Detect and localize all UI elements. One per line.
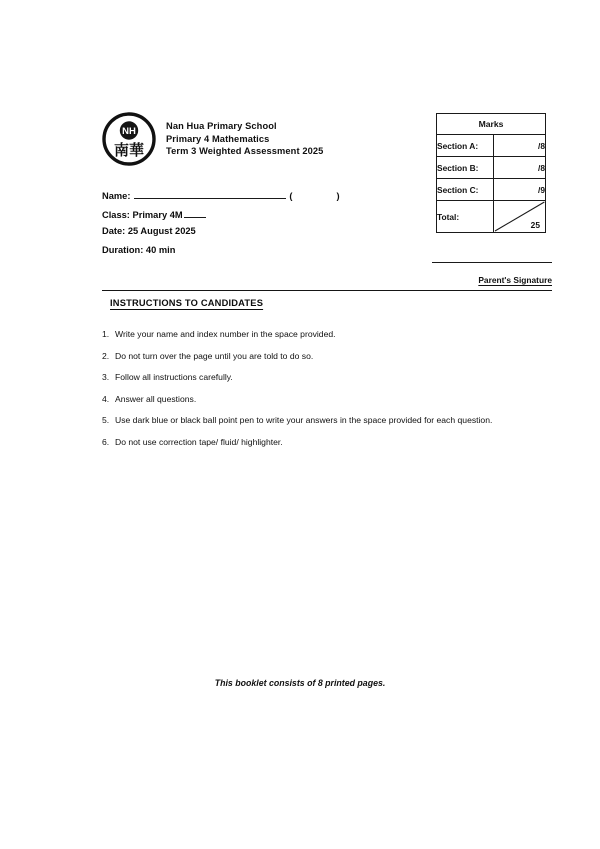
total-marks-value: 25 xyxy=(530,220,540,230)
school-header xyxy=(102,112,402,166)
list-item xyxy=(102,328,542,340)
svg-text:南華: 南華 xyxy=(113,141,145,159)
list-item-text: Answer all questions. xyxy=(115,393,197,404)
table-row xyxy=(437,135,546,157)
signature-line[interactable] xyxy=(432,262,552,263)
class-input-blank[interactable] xyxy=(184,208,206,218)
svg-text:NH: NH xyxy=(122,126,136,138)
list-item xyxy=(102,350,542,362)
date-label: Date: xyxy=(102,226,126,237)
class-value: Primary 4M xyxy=(132,209,183,220)
total-value-cell[interactable] xyxy=(493,201,545,233)
candidate-fields xyxy=(102,189,340,263)
list-item-text: Use dark blue or black ball point pen to write your answers in the space provided for each question. xyxy=(115,415,493,425)
section-b-value[interactable]: /8 xyxy=(493,157,545,179)
table-row xyxy=(437,157,546,179)
school-name: Nan Hua Primary School xyxy=(166,121,277,132)
name-field-row xyxy=(102,189,340,208)
list-item-text: Follow all instructions carefully. xyxy=(115,372,233,382)
list-item-text: Do not turn over the page until you are told to do so. xyxy=(115,350,314,361)
list-item-number: 4. xyxy=(102,393,110,404)
signature-label: Parent's Signature xyxy=(478,275,552,285)
school-logo-icon xyxy=(102,112,156,166)
section-c-value[interactable]: /9 xyxy=(493,179,545,201)
header-divider xyxy=(102,290,552,291)
list-item-number: 2. xyxy=(102,350,110,361)
instructions-list xyxy=(102,328,542,457)
section-a-label: Section A: xyxy=(437,135,494,157)
index-close-paren: ) xyxy=(336,191,340,201)
booklet-page-count-note: This booklet consists of 8 printed pages. xyxy=(214,678,386,688)
list-item-number: 1. xyxy=(102,329,110,339)
duration-field-row xyxy=(102,245,340,264)
marks-table xyxy=(436,113,546,233)
total-label: Total: xyxy=(437,201,494,233)
date-value: 25 August 2025 xyxy=(127,226,196,237)
list-item-text: Do not use correction tape/ fluid/ highlighter. xyxy=(115,436,283,447)
list-item xyxy=(102,414,542,426)
section-b-label: Section B: xyxy=(437,157,494,179)
class-field-row xyxy=(102,208,340,227)
name-label: Name: xyxy=(102,191,131,201)
table-row xyxy=(437,179,546,201)
date-field-row xyxy=(102,226,340,245)
marks-table-header: Marks xyxy=(437,114,546,135)
table-row-total xyxy=(437,201,546,233)
instructions-title: INSTRUCTIONS TO CANDIDATES xyxy=(110,298,264,308)
duration-label: Duration: xyxy=(102,244,144,255)
list-item-number: 3. xyxy=(102,372,110,382)
index-open-paren: ( xyxy=(289,191,293,201)
list-item-text: Write your name and index number in the space provided. xyxy=(115,329,336,339)
list-item-number: 6. xyxy=(102,436,110,447)
marks-table-header-row xyxy=(437,114,546,135)
exam-title: Term 3 Weighted Assessment 2025 xyxy=(166,146,324,157)
section-c-label: Section C: xyxy=(437,179,494,201)
list-item-number: 5. xyxy=(102,415,110,425)
section-a-value[interactable]: /8 xyxy=(493,135,545,157)
subject-line: Primary 4 Mathematics xyxy=(166,133,270,144)
list-item xyxy=(102,371,542,383)
class-label: Class: xyxy=(102,209,130,220)
list-item xyxy=(102,393,542,405)
name-input-blank[interactable] xyxy=(134,189,286,199)
list-item xyxy=(102,436,542,448)
duration-value: 40 min xyxy=(145,244,176,255)
